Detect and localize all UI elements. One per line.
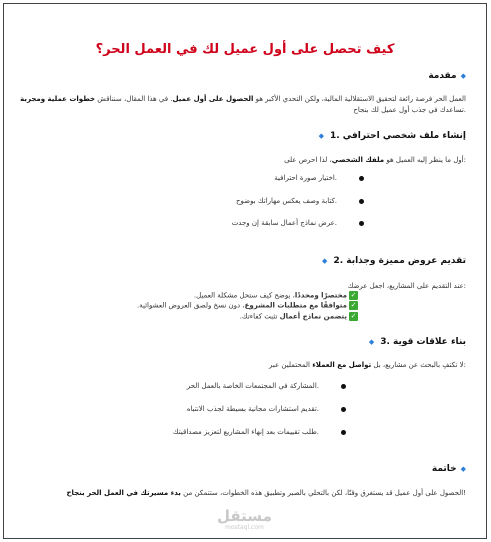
diamond-bullet-icon: ◆ xyxy=(460,465,466,473)
list-item-text: .المشاركة في المجتمعات الخاصة بالعمل الحر xyxy=(186,382,319,390)
conclusion-bold-b: بدء مسيرتك في العمل الحر بنجاح xyxy=(66,489,181,497)
section2-heading xyxy=(318,256,466,266)
check-item-text: تثبت كفاءتك. xyxy=(239,312,280,321)
conclusion-line xyxy=(66,487,466,499)
document-page xyxy=(3,3,487,539)
diamond-bullet-icon: ◆ xyxy=(368,338,375,346)
diamond-bullet-icon: ◆ xyxy=(322,257,328,265)
section3-lead-c: المحتملين عبر xyxy=(269,361,313,369)
list-item xyxy=(236,197,364,205)
section1-heading xyxy=(315,131,466,141)
list-item-text: .عرض نماذج أعمال سابقة إن وجدت xyxy=(231,219,337,227)
section1-heading-text: إنشاء ملف شخصي احترافي .1 xyxy=(329,131,466,141)
checkmark-icon: ✓ xyxy=(350,291,357,299)
intro-text-a: العمل الحر فرصة رائعة لتحقيق الاستقلالية المالية، ولكن التحدي الأكبر هو xyxy=(253,95,466,103)
bullet-dot-icon xyxy=(341,407,346,412)
list-item xyxy=(187,382,346,390)
section3-heading-text: بناء علاقات قوية .3 xyxy=(380,337,466,347)
conclusion-text-a: !الحصول على أول عميل قد يستغرق وقتًا، لكن بالتحلي بالصبر وتطبيق هذه الخطوات، ستتمكن من xyxy=(180,489,466,497)
bullet-dot-icon xyxy=(341,430,346,435)
intro-line-2: .تساعدك في جذب أول عميل لك بنجاح xyxy=(353,106,466,114)
check-item-bold: متوافقًا مع متطلبات المشروع xyxy=(244,301,347,310)
section2-heading-text: تقديم عروض مميزة وجذابة .2 xyxy=(333,256,466,266)
list-item xyxy=(173,428,346,436)
list-item-text: .كتابة وصف يعكس مهاراتك بوضوح xyxy=(235,197,337,205)
conclusion-heading xyxy=(432,464,466,474)
section3-heading xyxy=(365,337,466,347)
bullet-dot-icon xyxy=(341,384,346,389)
section2-lead: :عند التقديم على المشاريع، اجعل عرضك xyxy=(347,282,466,290)
section3-lead-b: تواصل مع العملاء xyxy=(312,361,372,369)
diamond-bullet-icon: ◆ xyxy=(460,72,466,80)
watermark-latin: mostaql.com xyxy=(224,524,264,531)
check-item-text: ، يوضح كيف ستحل مشكلة العميل. xyxy=(193,291,295,300)
check-item-bold: مختصرًا ومحددًا xyxy=(294,291,347,300)
intro-text-c: . في هذا المقال، سنناقش xyxy=(95,95,173,103)
section1-lead-b: ملفك الشخصي xyxy=(331,156,385,164)
intro-heading xyxy=(428,71,466,81)
section1-lead xyxy=(284,154,466,166)
mostaql-watermark-logo xyxy=(217,509,272,531)
checkmark-icon: ✓ xyxy=(350,312,357,320)
bullet-dot-icon xyxy=(359,176,364,181)
check-item xyxy=(240,312,358,321)
check-item-text: ، دون نسخ ولصق العروض العشوائية. xyxy=(137,301,245,310)
conclusion-heading-text: خاتمة xyxy=(431,464,457,474)
intro-bold-d: خطوات عملية ومجربة xyxy=(20,95,96,103)
list-item xyxy=(187,405,346,413)
section3-lead-a: :لا تكتفِ بالبحث عن مشاريع، بل xyxy=(371,361,466,369)
section1-lead-a: :أول ما ينظر إليه العميل هو xyxy=(384,156,466,164)
checkmark-icon: ✓ xyxy=(350,301,357,309)
intro-heading-text: مقدمة xyxy=(428,71,457,81)
list-item-text: .طلب تقييمات بعد إنهاء المشاريع لتعزيز مصداقيتك xyxy=(172,428,319,436)
watermark-arabic: مستقل xyxy=(217,507,272,525)
check-item xyxy=(194,291,358,300)
diamond-bullet-icon: ◆ xyxy=(318,132,324,140)
page-title: كيف تحصل على أول عميل لك في العمل الحر؟ xyxy=(95,42,395,57)
check-item-bold: يتضمن نماذج أعمال xyxy=(279,312,347,321)
section3-lead xyxy=(269,359,466,371)
intro-bold-b: الحصول على أول عميل xyxy=(172,95,254,103)
list-item xyxy=(232,219,364,227)
list-item xyxy=(274,174,364,182)
list-item-text: .اختيار صورة احترافية xyxy=(274,174,337,182)
check-item xyxy=(137,301,358,310)
bullet-dot-icon xyxy=(359,221,364,226)
bullet-dot-icon xyxy=(359,199,364,204)
list-item-text: .تقديم استشارات مجانية بسيطة لجذب الانتباه xyxy=(186,405,319,413)
section1-lead-c: ، لذا احرص على xyxy=(284,156,332,164)
